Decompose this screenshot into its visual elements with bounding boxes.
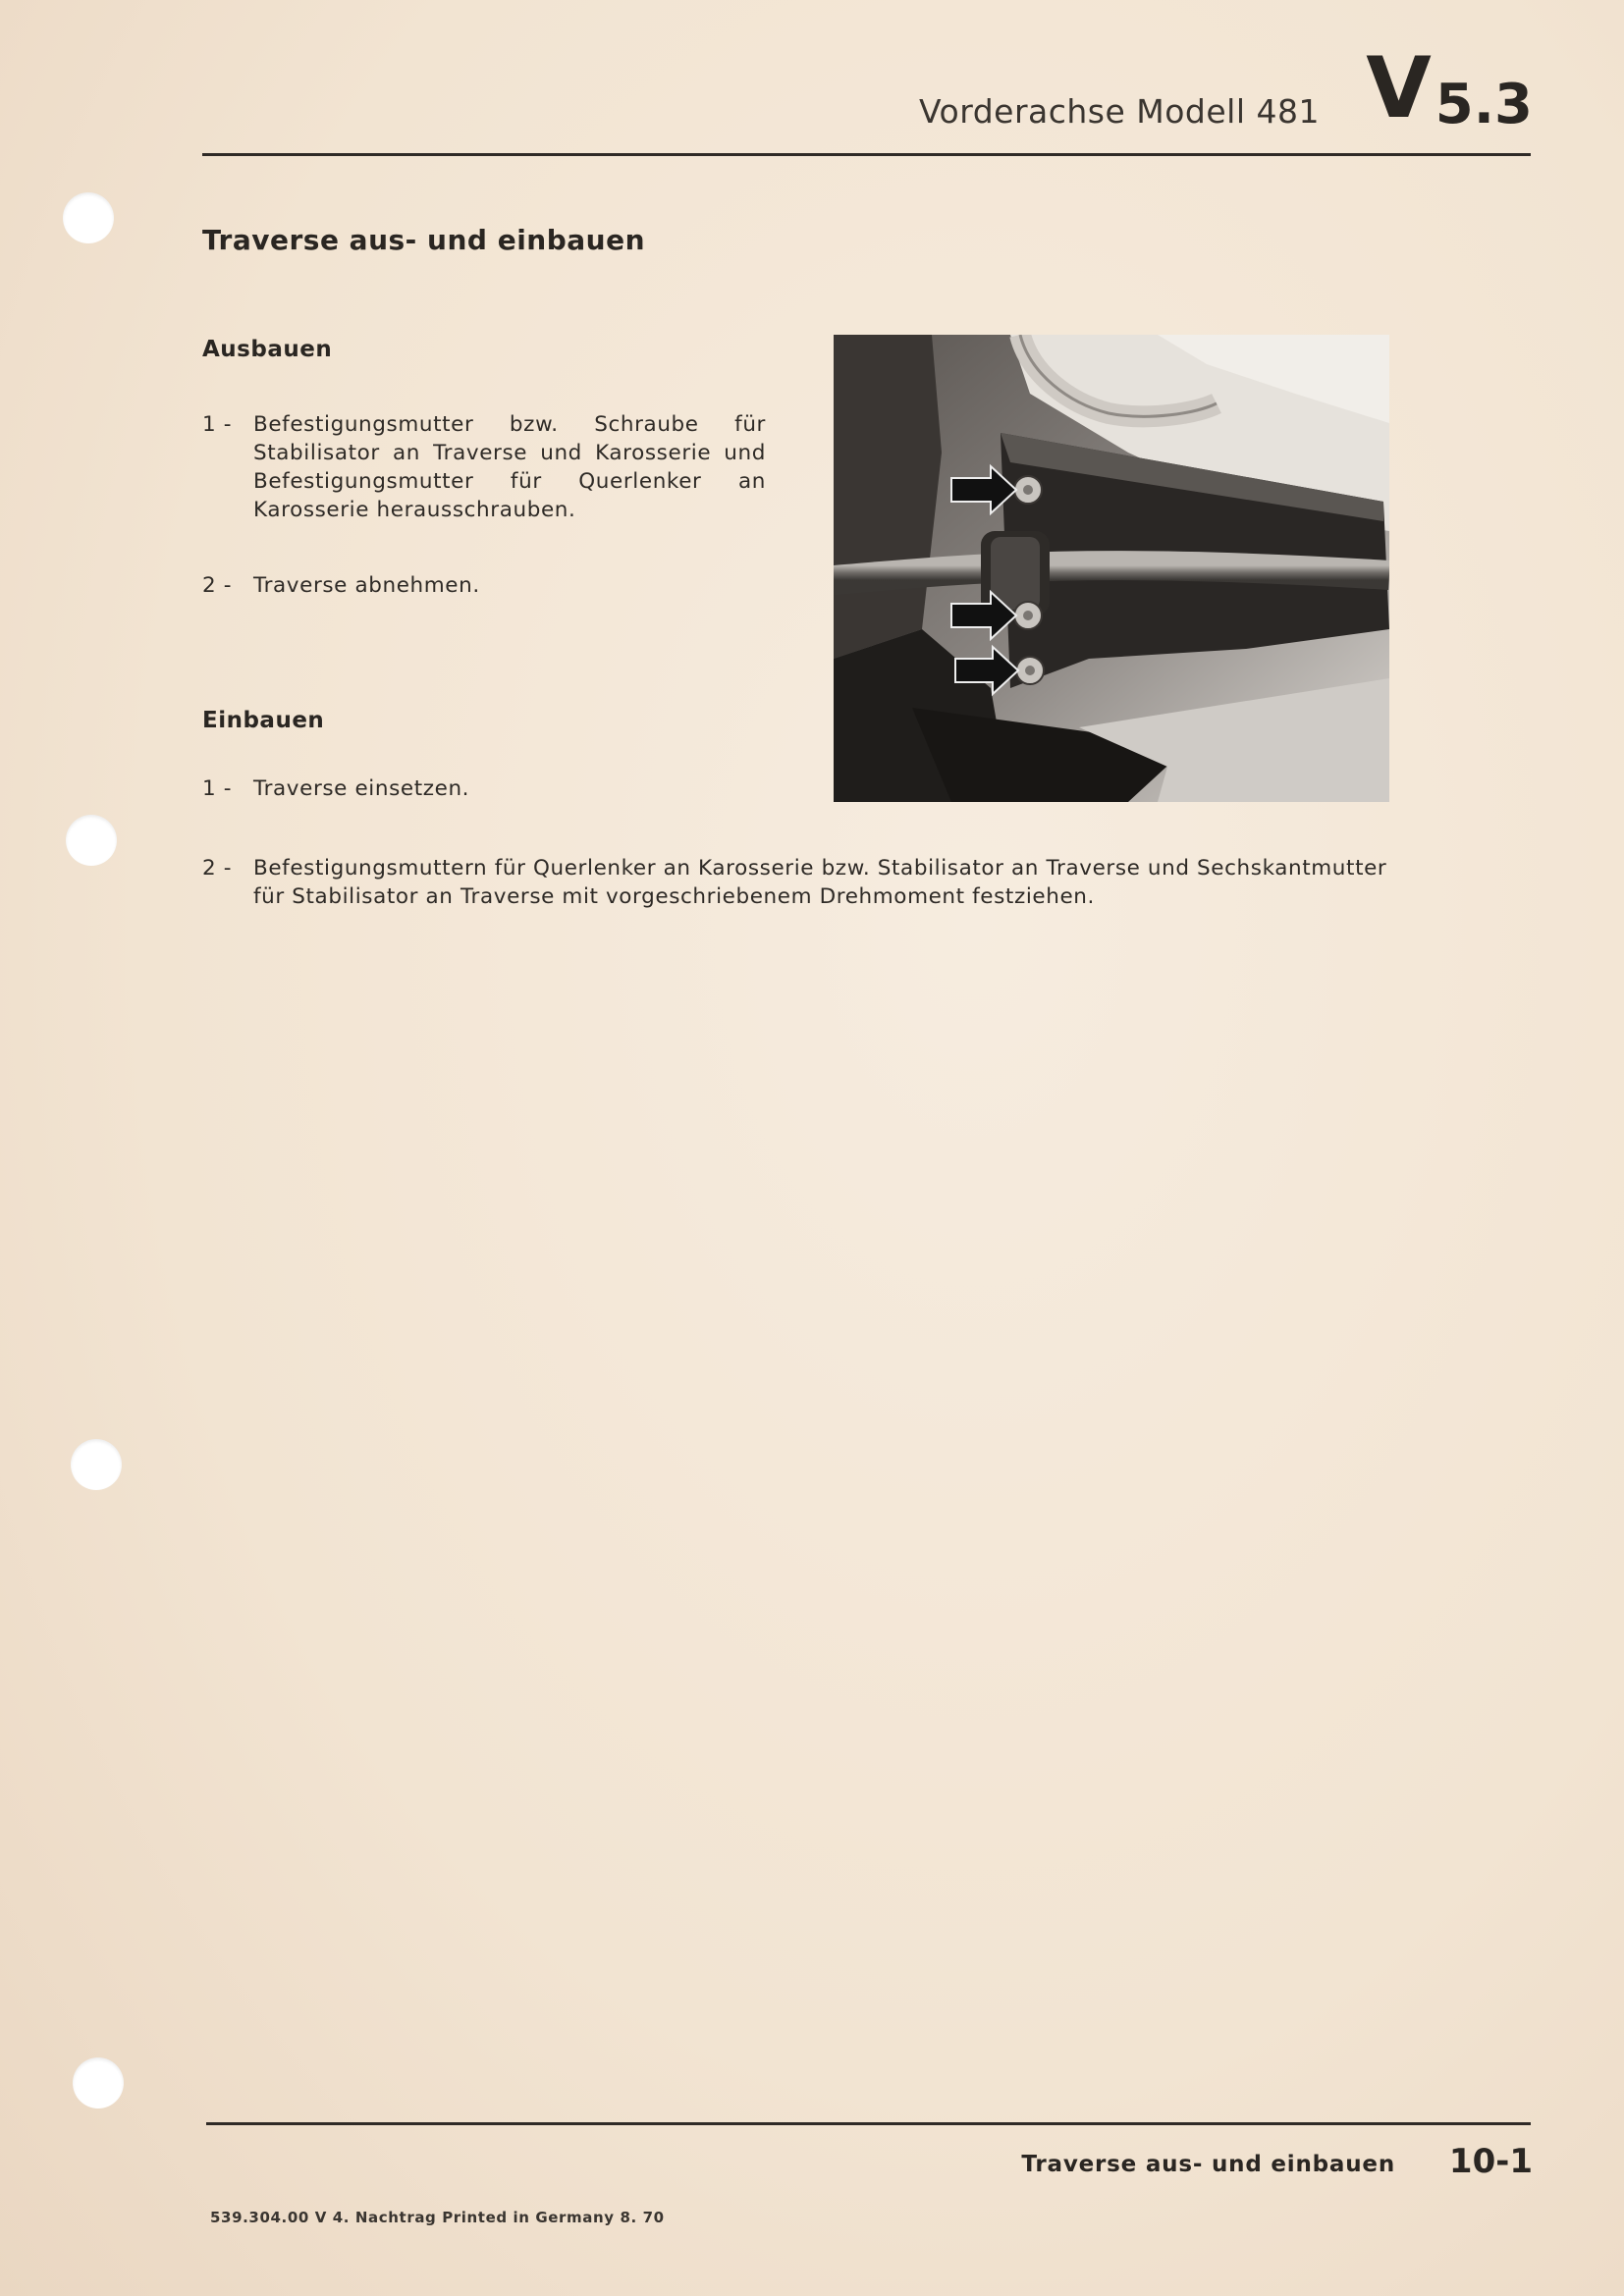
traverse-photo [834, 335, 1389, 802]
step-text: Befestigungsmutter bzw. Schraube für Stabilisator an Traverse und Karosserie und Befestigungsmutter für Querlenker an Karosserie herausschrauben. [253, 412, 766, 522]
heading-einbauen: Einbauen [202, 708, 325, 733]
punch-hole [63, 192, 114, 243]
page-title: Traverse aus- und einbauen [202, 224, 646, 256]
punch-hole [73, 2057, 124, 2109]
header-title: Vorderachse Modell 481 [919, 92, 1320, 131]
step-text: Traverse abnehmen. [253, 573, 480, 598]
step-number: 2 - [202, 573, 233, 598]
header-rule [202, 153, 1531, 156]
punch-hole [66, 815, 117, 866]
page-number: 10-1 [1448, 2142, 1533, 2181]
step-text: Befestigungsmuttern für Querlenker an Karosserie bzw. Stabilisator an Traverse und Sechskantmutter für Stabilisator an Traverse mit vorgeschriebenem Drehmoment festziehen. [253, 856, 1387, 909]
step-text: Traverse einsetzen. [253, 776, 470, 801]
ausbauen-step-1 [202, 410, 766, 524]
footer-rule [206, 2122, 1531, 2125]
footer-title: Traverse aus- und einbauen [1021, 2152, 1395, 2177]
step-number: 2 - [202, 856, 233, 881]
ausbauen-step-2 [202, 571, 766, 600]
section-letter: V [1366, 39, 1430, 137]
punch-hole [71, 1439, 122, 1490]
section-number: 5.3 [1435, 73, 1533, 136]
imprint: 539.304.00 V 4. Nachtrag Printed in Germany 8. 70 [210, 2209, 665, 2226]
step-number: 1 - [202, 776, 233, 801]
heading-ausbauen: Ausbauen [202, 337, 333, 362]
einbauen-step-1 [202, 774, 766, 803]
step-number: 1 - [202, 412, 233, 437]
einbauen-step-2 [202, 854, 1390, 911]
section-mark [1366, 39, 1533, 137]
